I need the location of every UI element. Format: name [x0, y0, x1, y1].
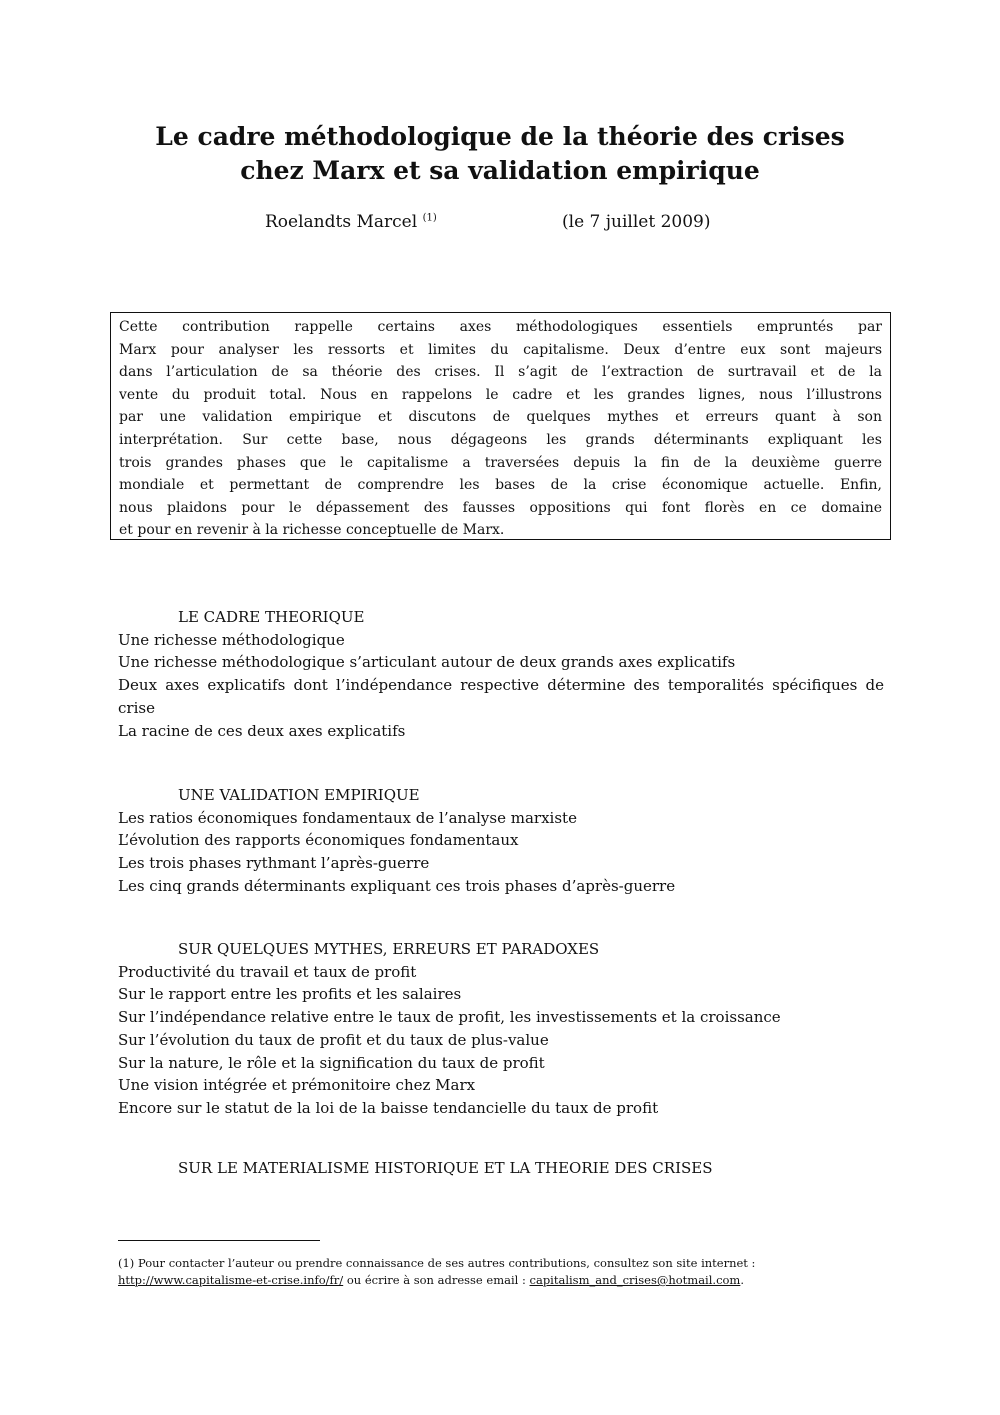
toc-item: Deux axes explicatifs dont l’indépendance respective détermine des temporalités spécifiques de crise [118, 676, 884, 717]
toc-item: Sur l’indépendance relative entre le taux de profit, les investissements et la croissance [118, 1008, 781, 1027]
toc-item: Une richesse méthodologique [118, 630, 345, 649]
toc-item: Les cinq grands déterminants expliquant ces trois phases d’après-guerre [118, 876, 676, 895]
footnote [118, 1255, 898, 1289]
section-heading: LE CADRE THEORIQUE [178, 608, 365, 626]
document-date: (le 7 juillet 2009) [562, 212, 711, 232]
toc-item: Sur la nature, le rôle et la signification du taux de profit [118, 1053, 545, 1072]
footnote-contact-line [118, 1272, 898, 1289]
section-cadre-theorique [118, 606, 884, 742]
toc-item: L’évolution des rapports économiques fondamentaux [118, 831, 519, 850]
toc-item: Les ratios économiques fondamentaux de l’analyse marxiste [118, 808, 577, 827]
section-heading: SUR QUELQUES MYTHES, ERREURS ET PARADOXES [178, 940, 600, 958]
section-mythes-erreurs [118, 938, 884, 1120]
abstract-line: et pour en revenir à la richesse conceptuelle de Marx. [119, 522, 505, 539]
abstract-line: dans l’articulation de sa théorie des crises. Il s’agit de l’extraction de surtravail et de la [119, 364, 882, 381]
author-name: Roelandts Marcel [265, 212, 418, 232]
website-link[interactable]: http://www.capitalisme-et-crise.info/fr/ [118, 1273, 344, 1287]
document-title [0, 120, 1000, 188]
footnote-text: (1) Pour contacter l’auteur ou prendre connaissance de ses autres contributions, consultez son site internet : [118, 1256, 756, 1270]
abstract-box [110, 312, 891, 540]
toc-item: Productivité du travail et taux de profit [118, 962, 417, 981]
abstract-line: trois grandes phases que le capitalisme a traversées depuis la fin de la deuxième guerre [119, 454, 882, 471]
abstract-line: mondiale et permettant de comprendre les bases de la crise économique actuelle. Enfin, [119, 477, 882, 494]
abstract-line: interprétation. Sur cette base, nous dégageons les grands déterminants expliquant les [119, 431, 882, 448]
abstract-line: Marx pour analyser les ressorts et limites du capitalisme. Deux d’entre eux sont majeurs [119, 341, 882, 358]
section-heading: UNE VALIDATION EMPIRIQUE [178, 786, 420, 804]
author-line [265, 212, 437, 232]
abstract-line: par une validation empirique et discutons de quelques mythes et erreurs quant à son [119, 409, 882, 426]
toc-item: La racine de ces deux axes explicatifs [118, 721, 406, 740]
title-line-2: chez Marx et sa validation empirique [240, 156, 760, 185]
abstract-line: vente du produit total. Nous en rappelons le cadre et les grandes lignes, nous l’illustrons [119, 386, 882, 403]
toc-item: Une vision intégrée et prémonitoire chez Marx [118, 1076, 476, 1095]
section-validation-empirique [118, 784, 884, 898]
footnote-middle-text: ou écrire à son adresse email : [343, 1273, 530, 1287]
toc-item: Sur l’évolution du taux de profit et du taux de plus-value [118, 1030, 549, 1049]
toc-item: Les trois phases rythmant l’après-guerre [118, 854, 430, 873]
abstract-line: Cette contribution rappelle certains axes méthodologiques essentiels empruntés par [119, 319, 882, 335]
footnote-divider [118, 1240, 320, 1241]
toc-item: Une richesse méthodologique s’articulant autour de deux grands axes explicatifs [118, 653, 736, 672]
abstract-line: nous plaidons pour le dépassement des fausses oppositions qui font florès en ce domaine [119, 499, 882, 516]
footnote-end-text: . [740, 1273, 744, 1287]
toc-item: Sur le rapport entre les profits et les salaires [118, 985, 462, 1004]
toc-item: Encore sur le statut de la loi de la baisse tendancielle du taux de profit [118, 1098, 659, 1117]
section-heading-materialisme: SUR LE MATERIALISME HISTORIQUE ET LA THEORIE DES CRISES [178, 1159, 713, 1177]
title-line-1: Le cadre méthodologique de la théorie des crises [155, 122, 845, 151]
footnote-marker: (1) [422, 212, 437, 224]
email-link[interactable]: capitalism_and_crises@hotmail.com [529, 1273, 741, 1287]
